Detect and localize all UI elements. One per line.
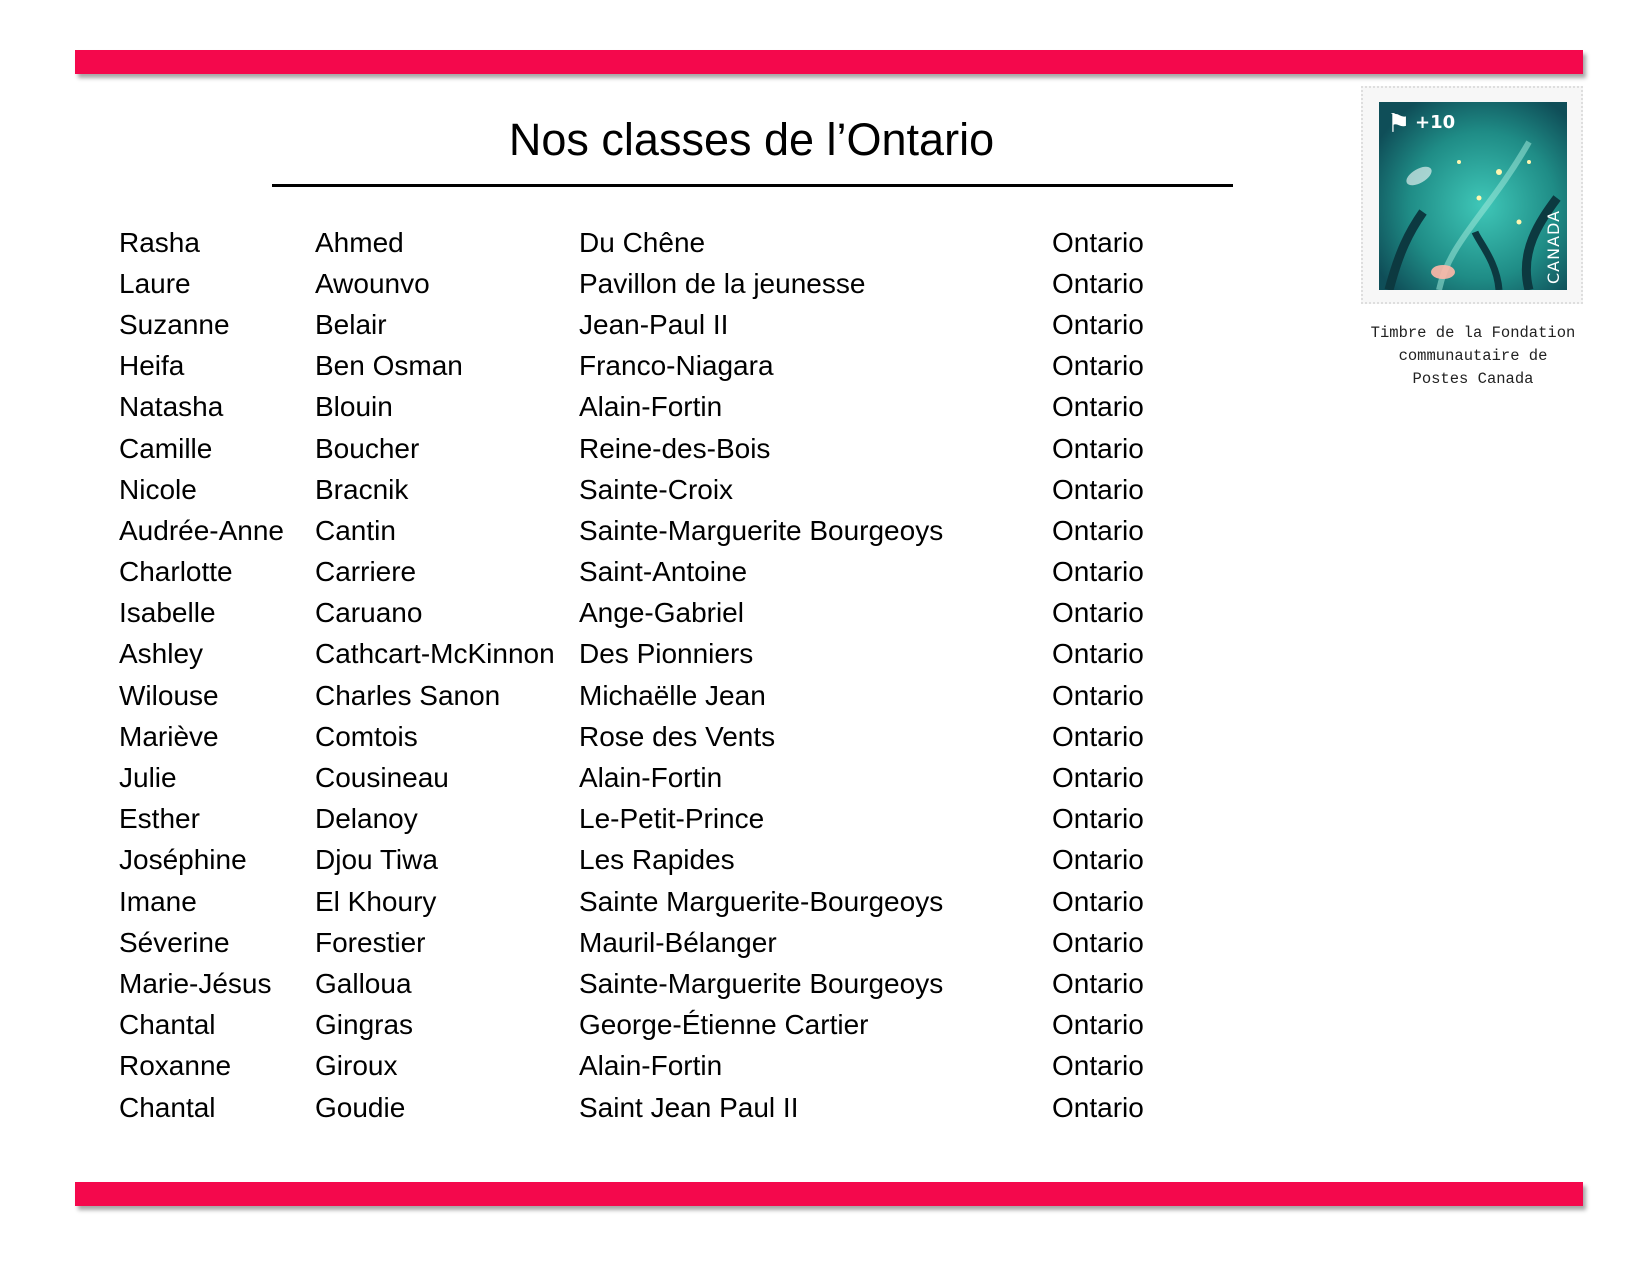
- province: Ontario: [1052, 679, 1144, 711]
- last-name: Gingras: [315, 1009, 414, 1041]
- province: Ontario: [1052, 514, 1144, 546]
- school-name: Des Pionniers: [579, 638, 754, 670]
- province: Ontario: [1052, 267, 1144, 299]
- canada-post-logo-icon: ⚑: [1387, 109, 1411, 139]
- province: Ontario: [1052, 1091, 1144, 1123]
- roster-row: [119, 1087, 1179, 1128]
- first-name: Julie: [119, 762, 177, 794]
- last-name: Boucher: [315, 432, 420, 464]
- roster-row: [119, 510, 1179, 551]
- first-name: Nicole: [119, 473, 197, 505]
- school-name: Jean-Paul II: [579, 308, 729, 340]
- school-name: Saint-Antoine: [579, 556, 748, 588]
- first-name: Charlotte: [119, 556, 233, 588]
- first-name: Esther: [119, 803, 200, 835]
- first-name: Natasha: [119, 391, 224, 423]
- last-name: Caruano: [315, 597, 423, 629]
- province: Ontario: [1052, 391, 1144, 423]
- school-name: Sainte-Croix: [579, 473, 734, 505]
- stamp-caption-line: Timbre de la Fondation: [1370, 324, 1576, 342]
- school-name: Alain-Fortin: [579, 1050, 723, 1082]
- roster-row: [119, 428, 1179, 469]
- roster-row: [119, 222, 1179, 263]
- roster-row: [119, 346, 1179, 387]
- first-name: Imane: [119, 885, 197, 917]
- last-name: Comtois: [315, 720, 418, 752]
- roster-row: [119, 1005, 1179, 1046]
- last-name: Charles Sanon: [315, 679, 501, 711]
- roster-row: [119, 757, 1179, 798]
- stamp-caption: [1342, 322, 1604, 391]
- roster-list: [119, 222, 1179, 1128]
- last-name: Bracnik: [315, 473, 409, 505]
- last-name: Goudie: [315, 1091, 406, 1123]
- province: Ontario: [1052, 350, 1144, 382]
- province: Ontario: [1052, 1009, 1144, 1041]
- last-name: Awounvo: [315, 267, 430, 299]
- roster-row: [119, 593, 1179, 634]
- province: Ontario: [1052, 720, 1144, 752]
- roster-row: [119, 263, 1179, 304]
- roster-row: [119, 881, 1179, 922]
- school-name: Saint Jean Paul II: [579, 1091, 799, 1123]
- province: Ontario: [1052, 926, 1144, 958]
- last-name: Ahmed: [315, 226, 404, 258]
- school-name: Les Rapides: [579, 844, 735, 876]
- last-name: Cousineau: [315, 762, 449, 794]
- first-name: Wilouse: [119, 679, 219, 711]
- school-name: Pavillon de la jeunesse: [579, 267, 866, 299]
- first-name: Audrée-Anne: [119, 514, 285, 546]
- province: Ontario: [1052, 638, 1144, 670]
- province: Ontario: [1052, 226, 1144, 258]
- school-name: Rose des Vents: [579, 720, 776, 752]
- school-name: George-Étienne Cartier: [579, 1009, 869, 1041]
- roster-row: [119, 552, 1179, 593]
- last-name: Cathcart-McKinnon: [315, 638, 555, 670]
- last-name: Delanoy: [315, 803, 418, 835]
- province: Ontario: [1052, 967, 1144, 999]
- last-name: El Khoury: [315, 885, 437, 917]
- first-name: Isabelle: [119, 597, 216, 629]
- school-name: Alain-Fortin: [579, 762, 723, 794]
- school-name: Mauril-Bélanger: [579, 926, 777, 958]
- last-name: Giroux: [315, 1050, 398, 1082]
- first-name: Rasha: [119, 226, 200, 258]
- province: Ontario: [1052, 885, 1144, 917]
- top-accent-band: [75, 50, 1583, 74]
- first-name: Camille: [119, 432, 213, 464]
- last-name: Ben Osman: [315, 350, 463, 382]
- first-name: Suzanne: [119, 308, 230, 340]
- roster-row: [119, 387, 1179, 428]
- stamp-image: [1361, 86, 1583, 304]
- last-name: Djou Tiwa: [315, 844, 438, 876]
- province: Ontario: [1052, 308, 1144, 340]
- stamp-country: CANADA: [1544, 209, 1563, 284]
- page-title: Nos classes de l’Ontario: [508, 114, 995, 165]
- first-name: Marie-Jésus: [119, 967, 272, 999]
- roster-row: [119, 304, 1179, 345]
- roster-row: [119, 716, 1179, 757]
- last-name: Galloua: [315, 967, 412, 999]
- roster-row: [119, 963, 1179, 1004]
- roster-row: [119, 469, 1179, 510]
- school-name: Sainte-Marguerite Bourgeoys: [579, 967, 944, 999]
- first-name: Laure: [119, 267, 191, 299]
- province: Ontario: [1052, 556, 1144, 588]
- school-name: Le-Petit-Prince: [579, 803, 765, 835]
- school-name: Reine-des-Bois: [579, 432, 771, 464]
- first-name: Chantal: [119, 1009, 216, 1041]
- school-name: Du Chêne: [579, 226, 706, 258]
- stamp-value: +10: [1415, 112, 1456, 133]
- first-name: Chantal: [119, 1091, 216, 1123]
- school-name: Franco-Niagara: [579, 350, 774, 382]
- province: Ontario: [1052, 762, 1144, 794]
- first-name: Ashley: [119, 638, 204, 670]
- province: Ontario: [1052, 1050, 1144, 1082]
- roster-row: [119, 840, 1179, 881]
- last-name: Cantin: [315, 514, 396, 546]
- last-name: Forestier: [315, 926, 426, 958]
- last-name: Belair: [315, 308, 387, 340]
- stamp-caption-line: Postes Canada: [1412, 370, 1534, 388]
- last-name: Blouin: [315, 391, 393, 423]
- school-name: Ange-Gabriel: [579, 597, 744, 629]
- roster-row: [119, 634, 1179, 675]
- bottom-accent-band: [75, 1182, 1583, 1206]
- first-name: Mariève: [119, 720, 219, 752]
- province: Ontario: [1052, 432, 1144, 464]
- province: Ontario: [1052, 803, 1144, 835]
- school-name: Michaëlle Jean: [579, 679, 766, 711]
- stamp-caption-line: communautaire de: [1398, 347, 1548, 365]
- roster-row: [119, 922, 1179, 963]
- last-name: Carriere: [315, 556, 417, 588]
- title-underline: [272, 184, 1233, 187]
- stamp-illustration: [1379, 102, 1567, 290]
- province: Ontario: [1052, 473, 1144, 505]
- first-name: Séverine: [119, 926, 230, 958]
- school-name: Sainte-Marguerite Bourgeoys: [579, 514, 944, 546]
- first-name: Roxanne: [119, 1050, 232, 1082]
- roster-row: [119, 799, 1179, 840]
- roster-row: [119, 675, 1179, 716]
- province: Ontario: [1052, 597, 1144, 629]
- province: Ontario: [1052, 844, 1144, 876]
- first-name: Heifa: [119, 350, 185, 382]
- first-name: Joséphine: [119, 844, 247, 876]
- school-name: Sainte Marguerite-Bourgeoys: [579, 885, 944, 917]
- roster-row: [119, 1046, 1179, 1087]
- school-name: Alain-Fortin: [579, 391, 723, 423]
